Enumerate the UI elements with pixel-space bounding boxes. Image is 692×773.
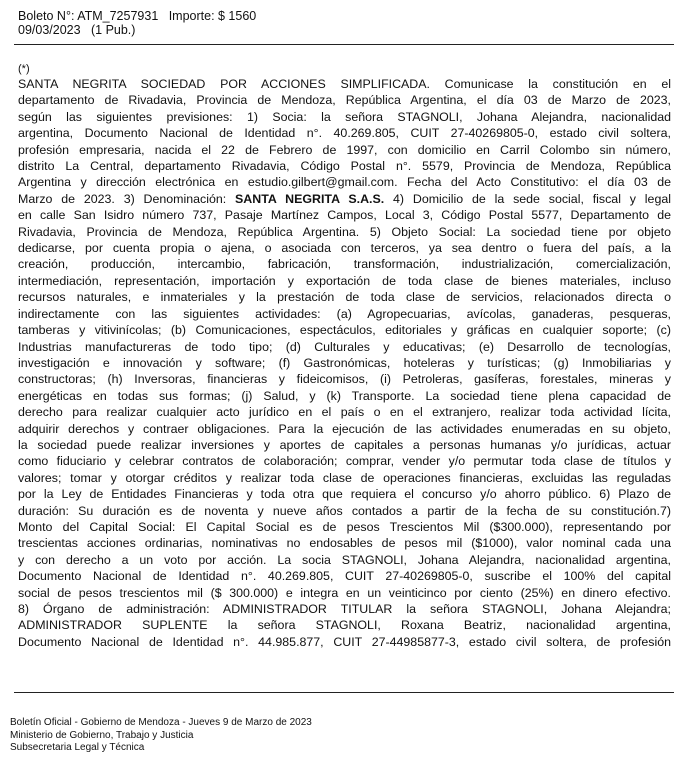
body-line: duración: Su duración es de noventa y nueve años contados a partir de la fecha de su constitución.7) <box>18 503 671 518</box>
body-line: por la Ley de Entidades Financieras y toda otra que requiera el concurso y/o ahorro público. 6) Plazo de <box>18 487 671 502</box>
body-line: Documento Nacional de Identidad n°. 44.985.877, CUIT 27-44985877-3, estado civil soltera, de profesión <box>18 634 671 649</box>
body-line: Argentina y dirección electrónica en estudio.gilbert@gmail.com. Fecha del Acto Constitutivo: el día 03 de <box>18 175 671 190</box>
company-name: SANTA NEGRITA S.A.S. <box>235 191 385 206</box>
footer-divider <box>14 692 674 693</box>
body-line: y con derecho a un voto por acción. La socia STAGNOLI, Johana Alejandra, nacionalidad argentina, <box>18 552 671 567</box>
body-line: Industrias manufactureras de todo tipo; (d) Culturales y educativas; (e) Desarrollo de tecnologías, <box>18 339 671 354</box>
body-line: Rivadavia, Provincia de Mendoza, República Argentina. 5) Objeto Social: La sociedad tiene por objeto <box>18 224 671 239</box>
body-line: en calle San Isidro número 737, Pasaje Martínez Campos, Local 3, Código Postal 5577, Departamento de <box>18 208 671 223</box>
body-line: según las siguientes previsiones: 1) Socia: la señora STAGNOLI, Johana Alejandra, nacionalidad <box>18 109 671 124</box>
body-line: Documento Nacional de Identidad n°. 40.269.805, CUIT 27-40269805-0, suscribe el 100% del capital <box>18 569 671 584</box>
body-line: intermediación, representación, importación y exportación de toda clase de bienes materiales, incluso <box>18 273 671 288</box>
body-line: departamento de Rivadavia, Provincia de Mendoza, República Argentina, el día 03 de Marzo de 2023, <box>18 93 671 108</box>
body-line: argentina, Documento Nacional de Identidad n°. 40.269.805, CUIT 27-40269805-0, estado civil soltera, <box>18 126 671 141</box>
body-line: distrito La Central, departamento Rivadavia, Código Postal n°. 5579, Provincia de Mendoza, República <box>18 159 671 174</box>
header-divider <box>14 44 674 45</box>
line-text: Marzo de 2023. 3) Denominación: <box>18 191 236 206</box>
footer-publication: Boletín Oficial - Gobierno de Mendoza - Jueves 9 de Marzo de 2023 <box>10 717 312 728</box>
body-line: profesión empresaria, nacida el 22 de Febrero de 1997, con domicilio en Carril Colombo sin número, <box>18 142 671 157</box>
date-and-publications: 09/03/2023 (1 Pub.) <box>18 23 136 37</box>
body-line: social de pesos trescientos mil ($ 300.000) e integra en un veinticinco por ciento (25%) en dinero efectivo. <box>18 585 671 600</box>
body-line <box>18 191 671 207</box>
body-line: derecho para realizar cualquier acto jurídico en el país o en el extranjero, realizar toda actividad lícita, <box>18 405 671 420</box>
body-line: tamberas y vitivinícolas; (b) Comunicaciones, espectáculos, editoriales y gráficas en cualquier soporte; (c) <box>18 323 671 338</box>
footer-ministry: Ministerio de Gobierno, Trabajo y Justicia <box>10 729 194 741</box>
body-line: creación, producción, intercambio, fabricación, transformación, industrialización, comercialización, <box>18 257 671 272</box>
body-line: indirectamente con las siguientes actividades: (a) Agropecuarias, avícolas, ganaderas, pesqueras, <box>18 306 671 321</box>
ticket-and-amount: Boleto N°: ATM_7257931 Importe: $ 1560 <box>18 9 257 23</box>
body-line: SANTA NEGRITA SOCIEDAD POR ACCIONES SIMPLIFICADA. Comunicase la constitución en el <box>18 77 671 91</box>
body-line: como fiduciario y celebrar contratos de colaboración; comprar, vender y/o permutar toda clase de títulos y <box>18 454 671 469</box>
footer-office: Subsecretaria Legal y Técnica <box>10 742 145 753</box>
body-line: dedicarse, por cuenta propia o ajena, o asociada con terceros, ya sea dentro o fuera del país, a la <box>18 241 671 256</box>
line-text: 4) Domicilio de la sede social, fiscal y legal <box>384 191 671 206</box>
body-line: la sociedad puede realizar inversiones y aportes de capitales a personas humanas y/o jurídicas, actuar <box>18 437 671 452</box>
publication-header <box>18 9 256 37</box>
body-line: energéticas en todas sus formas; (j) Salud, y (k) Transporte. La sociedad tiene plena capacidad de <box>18 388 671 403</box>
body-line: recursos naturales, e inmateriales y la prestación de toda clase de servicios, relacionados directa o <box>18 290 671 305</box>
body-line: constructoras; (h) Inversoras, financieras y fideicomisos, (i) Petroleras, gasíferas, forestales, mineras y <box>18 372 671 387</box>
body-line: adquirir derechos y contraer obligaciones. Para la ejecución de las actividades enumeradas en su objeto, <box>18 421 671 436</box>
body-line: trescientas acciones ordinarias, nominativas no endosables de pesos mil ($1000), valor nominal cada una <box>18 536 671 551</box>
body-line: valores; tomar y otorgar créditos y realizar toda clase de operaciones financieras, excluidas las reguladas <box>18 470 671 485</box>
body-line: investigación e innovación y software; (f) Gastronómicas, hoteleras y turísticas; (g) Inmobiliarias y <box>18 355 671 370</box>
body-line: Monto del Capital Social: El Capital Social es de pesos Trescientos Mil ($300.000), representando por <box>18 519 671 534</box>
body-line: ADMINISTRADOR SUPLENTE la señora STAGNOLI, Roxana Beatriz, nacionalidad argentina, <box>18 618 671 633</box>
asterisk-marker: (*) <box>18 63 30 75</box>
page-footer <box>10 717 312 755</box>
body-line: 8) Órgano de administración: ADMINISTRADOR TITULAR la señora STAGNOLI, Johana Alejandra; <box>18 602 671 616</box>
notice-body <box>18 76 671 650</box>
